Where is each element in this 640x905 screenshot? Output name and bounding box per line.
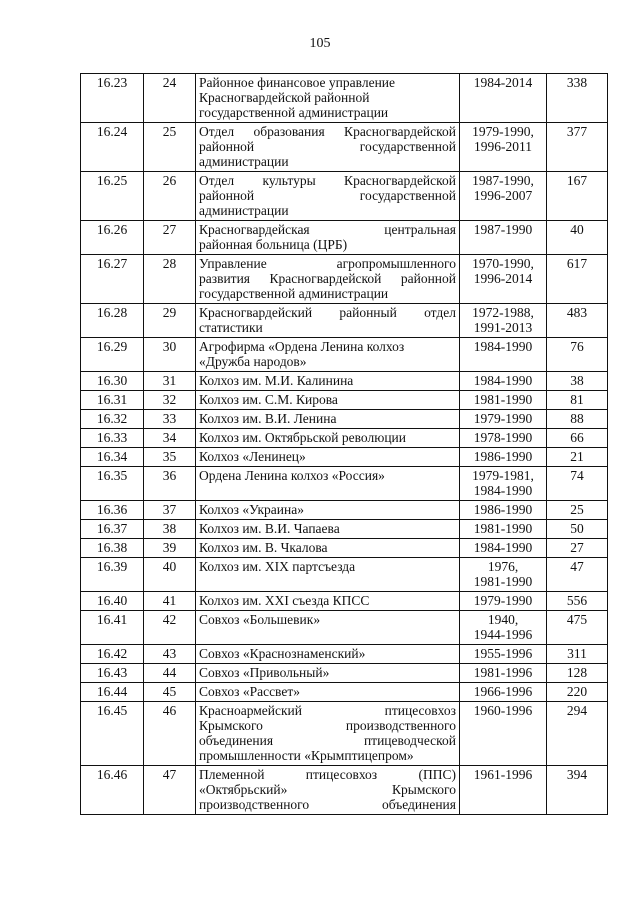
page-number: 105: [309, 36, 331, 51]
row-years-cell: 1984-2014: [460, 74, 547, 123]
table-row: [81, 664, 608, 683]
row-name-cell: [196, 702, 460, 766]
row-number-cell: 45: [144, 683, 196, 702]
row-name-cell: [196, 255, 460, 304]
row-number-cell: 31: [144, 372, 196, 391]
row-count-cell: 377: [547, 123, 608, 172]
row-number-cell: 39: [144, 539, 196, 558]
row-count-cell: 25: [547, 501, 608, 520]
row-code-cell: 16.36: [81, 501, 144, 520]
row-years-cell: 1976, 1981-1990: [460, 558, 547, 592]
row-number-cell: 25: [144, 123, 196, 172]
row-years-cell: 1987-1990, 1996-2007: [460, 172, 547, 221]
row-code-cell: 16.35: [81, 467, 144, 501]
row-code-cell: 16.38: [81, 539, 144, 558]
row-number-cell: 24: [144, 74, 196, 123]
row-code-cell: 16.28: [81, 304, 144, 338]
row-years-cell: 1979-1990, 1996-2011: [460, 123, 547, 172]
row-name-line: Отдел культуры Красногвардейской: [199, 173, 456, 188]
row-name-line: Колхоз «Украина»: [199, 502, 304, 517]
row-code-cell: 16.32: [81, 410, 144, 429]
row-years-cell: 1960-1996: [460, 702, 547, 766]
row-years-cell: 1981-1996: [460, 664, 547, 683]
archive-fund-table: [80, 73, 608, 815]
row-name-line: Колхоз «Ленинец»: [199, 449, 306, 464]
row-name-cell: [196, 592, 460, 611]
row-name-cell: [196, 372, 460, 391]
row-number-cell: 46: [144, 702, 196, 766]
row-years-cell: 1984-1990: [460, 539, 547, 558]
row-years-cell: 1979-1990: [460, 410, 547, 429]
row-years-cell: 1981-1990: [460, 391, 547, 410]
row-count-cell: 40: [547, 221, 608, 255]
row-name-cell: [196, 558, 460, 592]
row-name-line: районной государственной: [199, 188, 456, 203]
row-name-line: Красноармейский птицесовхоз: [199, 703, 456, 718]
row-count-cell: 617: [547, 255, 608, 304]
row-code-cell: 16.46: [81, 766, 144, 815]
row-name-cell: [196, 520, 460, 539]
row-count-cell: 21: [547, 448, 608, 467]
row-number-cell: 35: [144, 448, 196, 467]
row-name-line: развития Красногвардейской районной: [199, 271, 456, 286]
row-code-cell: 16.42: [81, 645, 144, 664]
row-number-cell: 38: [144, 520, 196, 539]
row-years-cell: 1984-1990: [460, 338, 547, 372]
row-code-cell: 16.24: [81, 123, 144, 172]
row-number-cell: 27: [144, 221, 196, 255]
row-number-cell: 41: [144, 592, 196, 611]
row-name-line: «Октябрьский» Крымского: [199, 782, 456, 797]
table-row: [81, 611, 608, 645]
row-name-line: Колхоз им. С.М. Кирова: [199, 392, 338, 407]
row-name-cell: [196, 683, 460, 702]
row-name-cell: [196, 304, 460, 338]
table-row: [81, 255, 608, 304]
row-years-cell: 1979-1990: [460, 592, 547, 611]
row-count-cell: 311: [547, 645, 608, 664]
row-count-cell: 66: [547, 429, 608, 448]
row-years-cell: 1978-1990: [460, 429, 547, 448]
row-years-cell: 1979-1981, 1984-1990: [460, 467, 547, 501]
row-name-cell: [196, 448, 460, 467]
table-row: [81, 683, 608, 702]
row-name-cell: [196, 338, 460, 372]
row-number-cell: 28: [144, 255, 196, 304]
row-name-line: Колхоз им. Октябрьской революции: [199, 430, 406, 445]
row-name-line: Совхоз «Большевик»: [199, 612, 321, 627]
row-name-cell: [196, 410, 460, 429]
row-name-cell: [196, 391, 460, 410]
table-row: [81, 221, 608, 255]
row-number-cell: 34: [144, 429, 196, 448]
row-name-cell: [196, 766, 460, 815]
row-name-line: государственной администрации: [199, 286, 389, 301]
row-code-cell: 16.26: [81, 221, 144, 255]
row-name-line: Колхоз им. XXI съезда КПСС: [199, 593, 370, 608]
row-count-cell: 167: [547, 172, 608, 221]
row-years-cell: 1940, 1944-1996: [460, 611, 547, 645]
row-name-line: Красногвардейская центральная: [199, 222, 456, 237]
row-count-cell: 128: [547, 664, 608, 683]
row-name-line: Колхоз им. В. Чкалова: [199, 540, 328, 555]
row-code-cell: 16.41: [81, 611, 144, 645]
row-number-cell: 44: [144, 664, 196, 683]
row-name-line: Колхоз им. М.И. Калинина: [199, 373, 354, 388]
row-count-cell: 88: [547, 410, 608, 429]
row-years-cell: 1966-1996: [460, 683, 547, 702]
row-count-cell: 394: [547, 766, 608, 815]
row-code-cell: 16.40: [81, 592, 144, 611]
row-number-cell: 29: [144, 304, 196, 338]
row-code-cell: 16.25: [81, 172, 144, 221]
row-code-cell: 16.30: [81, 372, 144, 391]
row-years-cell: 1970-1990, 1996-2014: [460, 255, 547, 304]
row-number-cell: 43: [144, 645, 196, 664]
row-name-cell: [196, 501, 460, 520]
row-code-cell: 16.31: [81, 391, 144, 410]
row-count-cell: 74: [547, 467, 608, 501]
table-row: [81, 448, 608, 467]
row-name-cell: [196, 123, 460, 172]
table-row: [81, 766, 608, 815]
row-count-cell: 81: [547, 391, 608, 410]
row-name-line: Колхоз им. В.И. Ленина: [199, 411, 337, 426]
row-years-cell: 1955-1996: [460, 645, 547, 664]
row-number-cell: 33: [144, 410, 196, 429]
row-name-cell: [196, 467, 460, 501]
table-row: [81, 501, 608, 520]
row-name-line: Красногвардейский районный отдел: [199, 305, 456, 320]
row-years-cell: 1986-1990: [460, 448, 547, 467]
table-row: [81, 391, 608, 410]
row-years-cell: 1981-1990: [460, 520, 547, 539]
table-row: [81, 372, 608, 391]
row-code-cell: 16.39: [81, 558, 144, 592]
row-count-cell: 483: [547, 304, 608, 338]
table-row: [81, 702, 608, 766]
row-years-cell: 1987-1990: [460, 221, 547, 255]
row-number-cell: 42: [144, 611, 196, 645]
row-years-cell: 1984-1990: [460, 372, 547, 391]
table-row: [81, 410, 608, 429]
row-count-cell: 76: [547, 338, 608, 372]
row-code-cell: 16.43: [81, 664, 144, 683]
row-count-cell: 556: [547, 592, 608, 611]
table-row: [81, 520, 608, 539]
row-number-cell: 36: [144, 467, 196, 501]
row-name-line: Совхоз «Краснознаменский»: [199, 646, 366, 661]
row-count-cell: 220: [547, 683, 608, 702]
row-name-line: районная больница (ЦРБ): [199, 237, 348, 252]
row-number-cell: 40: [144, 558, 196, 592]
table-row: [81, 74, 608, 123]
row-code-cell: 16.33: [81, 429, 144, 448]
row-number-cell: 37: [144, 501, 196, 520]
row-name-line: Районное финансовое управление: [199, 75, 396, 90]
row-count-cell: 27: [547, 539, 608, 558]
row-code-cell: 16.34: [81, 448, 144, 467]
row-count-cell: 47: [547, 558, 608, 592]
row-count-cell: 50: [547, 520, 608, 539]
row-name-cell: [196, 221, 460, 255]
row-name-line: государственной администрации: [199, 105, 389, 120]
row-name-line: Красногвардейской районной: [199, 90, 370, 105]
row-name-line: Колхоз им. XIX партсъезда: [199, 559, 356, 574]
row-count-cell: 475: [547, 611, 608, 645]
row-name-cell: [196, 645, 460, 664]
row-code-cell: 16.45: [81, 702, 144, 766]
row-name-cell: [196, 74, 460, 123]
row-count-cell: 338: [547, 74, 608, 123]
row-name-line: Управление агропромышленного: [199, 256, 456, 271]
row-name-cell: [196, 539, 460, 558]
row-years-cell: 1961-1996: [460, 766, 547, 815]
table-row: [81, 429, 608, 448]
row-code-cell: 16.37: [81, 520, 144, 539]
table-row: [81, 467, 608, 501]
row-name-cell: [196, 611, 460, 645]
row-code-cell: 16.44: [81, 683, 144, 702]
row-name-line: Крымского производственного: [199, 718, 456, 733]
row-name-cell: [196, 429, 460, 448]
row-name-line: производственного объединения: [199, 797, 456, 812]
row-name-line: Совхоз «Привольный»: [199, 665, 330, 680]
row-years-cell: 1972-1988, 1991-2013: [460, 304, 547, 338]
row-code-cell: 16.27: [81, 255, 144, 304]
row-name-line: статистики: [199, 320, 263, 335]
table-body: [81, 74, 608, 815]
row-name-line: Агрофирма «Ордена Ленина колхоз: [199, 339, 405, 354]
table-row: [81, 304, 608, 338]
table-row: [81, 539, 608, 558]
row-number-cell: 32: [144, 391, 196, 410]
row-number-cell: 30: [144, 338, 196, 372]
row-name-line: промышленности «Крымптицепром»: [199, 748, 414, 763]
row-name-line: администрации: [199, 203, 289, 218]
row-name-line: районной государственной: [199, 139, 456, 154]
row-code-cell: 16.23: [81, 74, 144, 123]
row-name-line: «Дружба народов»: [199, 354, 307, 369]
table-row: [81, 123, 608, 172]
row-name-cell: [196, 664, 460, 683]
row-name-line: Отдел образования Красногвардейской: [199, 124, 456, 139]
table-row: [81, 592, 608, 611]
row-name-line: Ордена Ленина колхоз «Россия»: [199, 468, 385, 483]
row-count-cell: 294: [547, 702, 608, 766]
table-row: [81, 558, 608, 592]
row-number-cell: 26: [144, 172, 196, 221]
row-name-line: администрации: [199, 154, 289, 169]
row-name-line: Колхоз им. В.И. Чапаева: [199, 521, 340, 536]
table-row: [81, 338, 608, 372]
table-row: [81, 172, 608, 221]
row-name-cell: [196, 172, 460, 221]
row-count-cell: 38: [547, 372, 608, 391]
table-row: [81, 645, 608, 664]
row-number-cell: 47: [144, 766, 196, 815]
row-name-line: Совхоз «Рассвет»: [199, 684, 300, 699]
row-name-line: объединения птицеводческой: [199, 733, 456, 748]
row-code-cell: 16.29: [81, 338, 144, 372]
row-years-cell: 1986-1990: [460, 501, 547, 520]
row-name-line: Племенной птицесовхоз (ППС): [199, 767, 456, 782]
